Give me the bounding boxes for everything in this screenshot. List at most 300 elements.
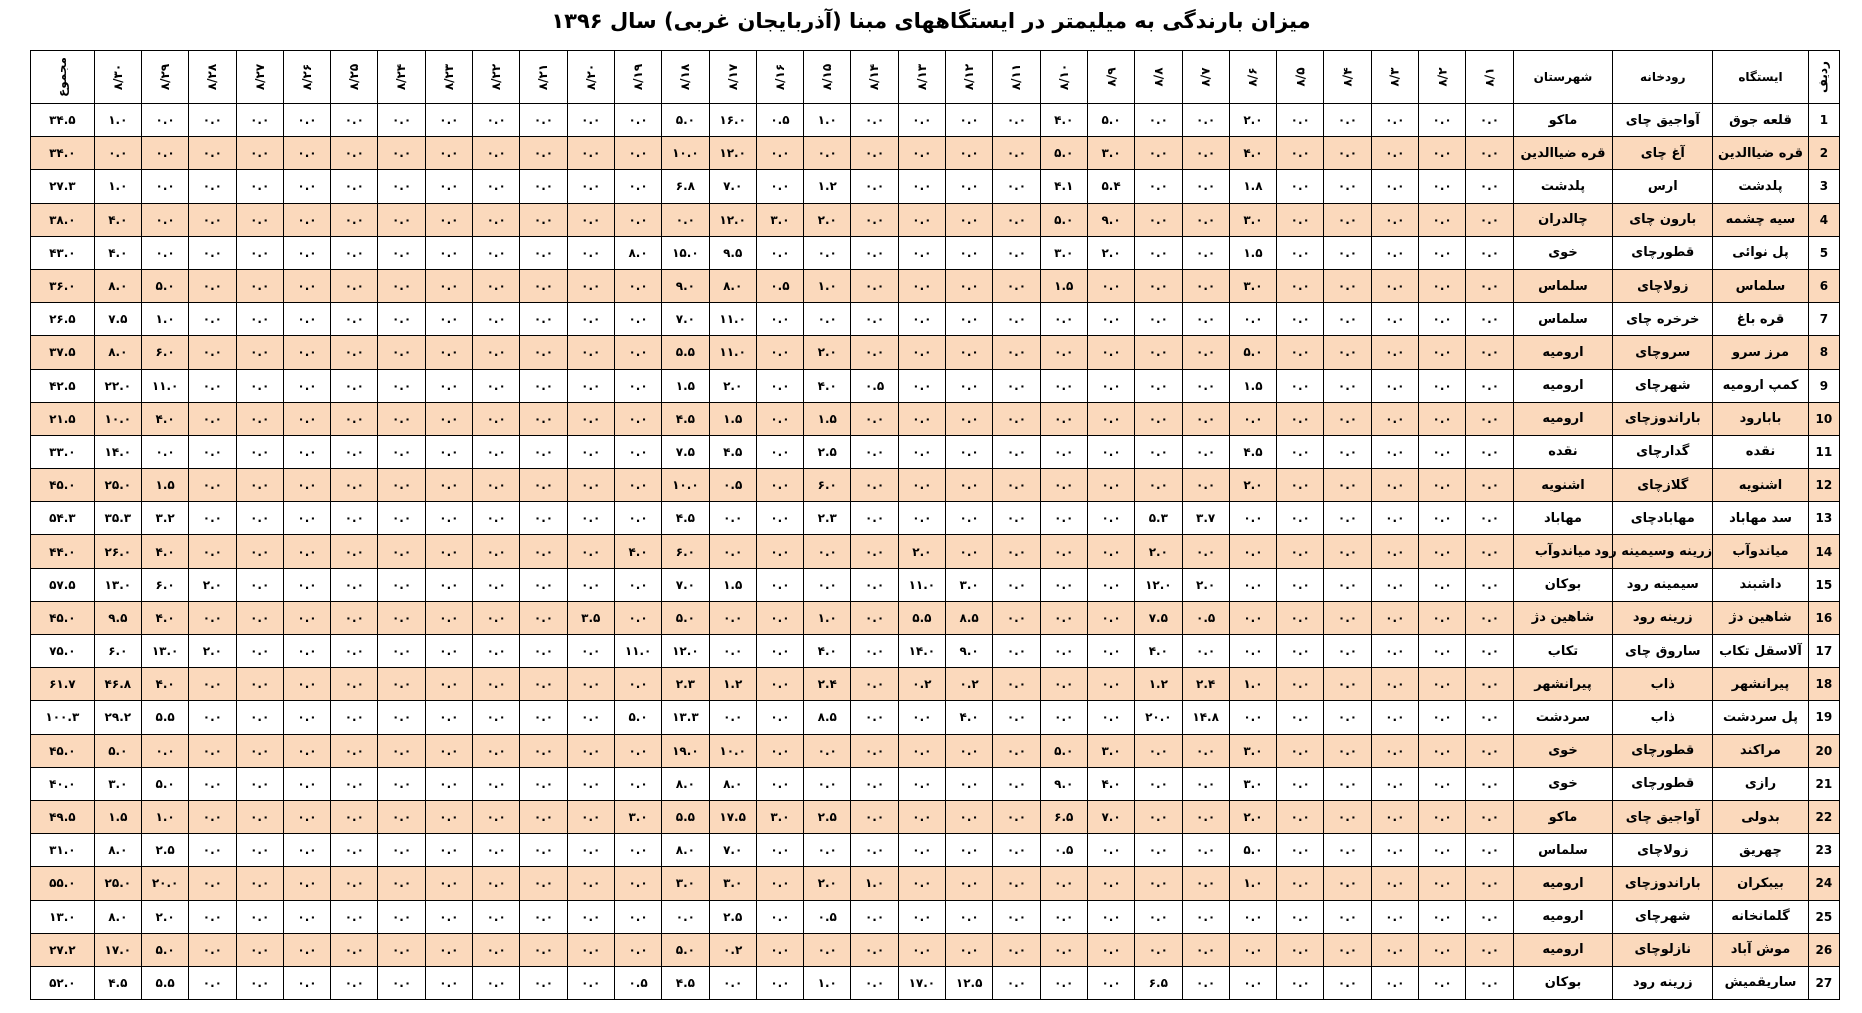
rainfall-value: ۰.۰ (1418, 502, 1465, 535)
rainfall-value: ۰.۰ (1324, 303, 1371, 336)
rainfall-value: ۱۲.۰ (709, 203, 756, 236)
rainfall-value: ۰.۰ (1277, 469, 1324, 502)
rainfall-value: ۰.۰ (283, 369, 330, 402)
rainfall-value: ۰.۰ (1087, 635, 1134, 668)
rainfall-value: ۰.۰ (756, 834, 803, 867)
rainfall-value: ۷.۰ (709, 834, 756, 867)
river-name: قطورچای (1613, 734, 1713, 767)
row-total: ۶۱.۷ (31, 668, 95, 701)
rainfall-value: ۰.۰ (1371, 734, 1418, 767)
table-row (31, 269, 1840, 302)
rainfall-value: ۰.۰ (898, 867, 945, 900)
rainfall-value: ۰.۰ (1324, 203, 1371, 236)
rainfall-value: ۰.۰ (1418, 170, 1465, 203)
rainfall-value: ۰.۰ (567, 269, 614, 302)
rainfall-value: ۰.۰ (946, 203, 993, 236)
rainfall-value: ۰.۰ (331, 203, 378, 236)
rainfall-value: ۰.۰ (236, 635, 283, 668)
rainfall-value: ۰.۰ (1371, 900, 1418, 933)
rainfall-value: ۱۰.۰ (94, 402, 141, 435)
rainfall-value: ۵.۰ (141, 269, 188, 302)
rainfall-value: ۶.۸ (662, 170, 709, 203)
rainfall-value: ۰.۰ (425, 933, 472, 966)
rainfall-value: ۱.۵ (1040, 269, 1087, 302)
rainfall-value: ۰.۰ (331, 800, 378, 833)
rainfall-value: ۰.۰ (946, 933, 993, 966)
rainfall-value: ۰.۰ (1182, 734, 1229, 767)
row-total: ۲۱.۵ (31, 402, 95, 435)
rainfall-value: ۰.۰ (1135, 104, 1182, 137)
rainfall-value: ۰.۰ (1135, 800, 1182, 833)
rainfall-value: ۱.۰ (1229, 867, 1276, 900)
header-day: ۸/۶ (1229, 51, 1276, 104)
rainfall-value: ۰.۰ (378, 800, 425, 833)
rainfall-value: ۰.۰ (236, 701, 283, 734)
rainfall-value: ۰.۰ (1371, 535, 1418, 568)
rainfall-value: ۰.۰ (1277, 137, 1324, 170)
rainfall-value: ۲.۰ (189, 635, 236, 668)
rainfall-value: ۰.۰ (1040, 469, 1087, 502)
rainfall-value: ۳.۰ (1087, 137, 1134, 170)
rainfall-value: ۰.۰ (283, 767, 330, 800)
rainfall-value: ۰.۰ (1087, 900, 1134, 933)
table-row (31, 734, 1840, 767)
rainfall-value: ۸.۰ (94, 900, 141, 933)
rainfall-value: ۰.۰ (567, 203, 614, 236)
row-total: ۴۵.۰ (31, 469, 95, 502)
rainfall-value: ۳.۰ (1229, 203, 1276, 236)
rainfall-value: ۰.۰ (473, 469, 520, 502)
station-name: ساریقمیش (1713, 966, 1809, 999)
row-index: 8 (1808, 336, 1839, 369)
rainfall-value: ۰.۰ (1040, 568, 1087, 601)
rainfall-value: ۰.۰ (236, 336, 283, 369)
rainfall-value: ۰.۰ (236, 800, 283, 833)
row-index: 27 (1808, 966, 1839, 999)
rainfall-value: ۰.۰ (946, 336, 993, 369)
rainfall-value: ۰.۰ (1135, 734, 1182, 767)
rainfall-value: ۰.۰ (189, 104, 236, 137)
table-body (31, 104, 1840, 1000)
rainfall-value: ۳.۵ (567, 601, 614, 634)
table-row (31, 800, 1840, 833)
rainfall-value: ۰.۰ (473, 336, 520, 369)
rainfall-value: ۴.۰ (1087, 767, 1134, 800)
rainfall-value: ۰.۰ (851, 734, 898, 767)
rainfall-value: ۰.۰ (898, 502, 945, 535)
river-name: خرخره چای (1613, 303, 1713, 336)
rainfall-value: ۰.۰ (189, 435, 236, 468)
rainfall-value: ۰.۰ (236, 867, 283, 900)
rainfall-value: ۱.۵ (141, 469, 188, 502)
header-day: ۸/۲ (1418, 51, 1465, 104)
rainfall-value: ۰.۰ (189, 502, 236, 535)
rainfall-value: ۰.۰ (662, 203, 709, 236)
rainfall-value: ۴.۰ (614, 535, 661, 568)
rainfall-value: ۰.۰ (189, 734, 236, 767)
rainfall-value: ۰.۰ (425, 402, 472, 435)
rainfall-value: ۰.۰ (614, 469, 661, 502)
rainfall-value: ۰.۰ (425, 535, 472, 568)
station-name: سلماس (1713, 269, 1809, 302)
rainfall-value: ۰.۰ (614, 933, 661, 966)
rainfall-value: ۶.۰ (141, 568, 188, 601)
rainfall-value: ۰.۰ (425, 800, 472, 833)
rainfall-value: ۰.۰ (378, 137, 425, 170)
rainfall-value: ۰.۰ (378, 933, 425, 966)
rainfall-value: ۰.۰ (1324, 502, 1371, 535)
rainfall-value: ۰.۰ (946, 767, 993, 800)
rainfall-value: ۰.۰ (756, 933, 803, 966)
rainfall-value: ۰.۰ (1418, 336, 1465, 369)
rainfall-value: ۰.۵ (756, 104, 803, 137)
rainfall-value: ۱.۵ (709, 402, 756, 435)
rainfall-value: ۰.۰ (520, 800, 567, 833)
rainfall-value: ۰.۰ (283, 701, 330, 734)
river-name: ساروق چای (1613, 635, 1713, 668)
station-name: قره باغ (1713, 303, 1809, 336)
rainfall-value: ۳.۰ (1229, 734, 1276, 767)
rainfall-value: ۰.۰ (567, 170, 614, 203)
rainfall-value: ۰.۰ (236, 303, 283, 336)
rainfall-value: ۰.۰ (1466, 236, 1513, 269)
station-name: داشبند (1713, 568, 1809, 601)
rainfall-value: ۰.۰ (331, 668, 378, 701)
table-row (31, 137, 1840, 170)
rainfall-value: ۱.۵ (94, 800, 141, 833)
rainfall-value: ۰.۰ (567, 535, 614, 568)
rainfall-value: ۵.۰ (141, 767, 188, 800)
header-index: ردیف (1808, 51, 1839, 104)
row-total: ۵۵.۰ (31, 867, 95, 900)
rainfall-value: ۰.۰ (378, 236, 425, 269)
rainfall-value: ۰.۰ (1466, 502, 1513, 535)
rainfall-value: ۲.۰ (804, 336, 851, 369)
rainfall-value: ۱.۲ (804, 170, 851, 203)
header-day: ۸/۲۰ (567, 51, 614, 104)
rainfall-value: ۰.۰ (993, 502, 1040, 535)
rainfall-value: ۰.۰ (1087, 469, 1134, 502)
table-row (31, 236, 1840, 269)
rainfall-value: ۰.۰ (804, 933, 851, 966)
rainfall-value: ۰.۰ (1466, 800, 1513, 833)
station-name: شاهین دژ (1713, 601, 1809, 634)
rainfall-value: ۰.۰ (378, 502, 425, 535)
rainfall-value: ۰.۰ (473, 236, 520, 269)
city-name: پلدشت (1513, 170, 1613, 203)
rainfall-value: ۰.۰ (898, 701, 945, 734)
rainfall-value: ۰.۰ (331, 402, 378, 435)
rainfall-value: ۰.۰ (378, 767, 425, 800)
rainfall-value: ۰.۰ (851, 668, 898, 701)
rainfall-value: ۰.۰ (804, 303, 851, 336)
rainfall-value: ۰.۰ (283, 535, 330, 568)
rainfall-value: ۱.۵ (709, 568, 756, 601)
header-day: ۸/۱۸ (662, 51, 709, 104)
rainfall-value: ۱۷.۵ (709, 800, 756, 833)
rainfall-value: ۰.۰ (1418, 800, 1465, 833)
rainfall-value: ۰.۰ (1277, 369, 1324, 402)
rainfall-value: ۰.۰ (236, 236, 283, 269)
rainfall-value: ۰.۰ (614, 303, 661, 336)
row-index: 22 (1808, 800, 1839, 833)
rainfall-value: ۰.۰ (141, 236, 188, 269)
rainfall-value: ۰.۰ (425, 170, 472, 203)
rainfall-value: ۰.۰ (520, 966, 567, 999)
rainfall-value: ۰.۰ (425, 900, 472, 933)
rainfall-value: ۰.۰ (236, 535, 283, 568)
rainfall-value: ۰.۰ (993, 402, 1040, 435)
rainfall-value: ۲۰.۰ (1135, 701, 1182, 734)
rainfall-value: ۴.۵ (709, 435, 756, 468)
rainfall-value: ۰.۰ (141, 734, 188, 767)
table-row (31, 369, 1840, 402)
rainfall-value: ۰.۰ (993, 867, 1040, 900)
rainfall-value: ۲.۵ (709, 900, 756, 933)
rainfall-value: ۰.۰ (283, 834, 330, 867)
river-name: گلازچای (1613, 469, 1713, 502)
rainfall-value: ۰.۰ (236, 203, 283, 236)
rainfall-value: ۰.۰ (567, 369, 614, 402)
rainfall-value: ۱۲.۰ (662, 635, 709, 668)
rainfall-value: ۰.۰ (331, 966, 378, 999)
rainfall-value: ۰.۰ (283, 435, 330, 468)
rainfall-value: ۷.۵ (94, 303, 141, 336)
header-total: مجموع (31, 51, 95, 104)
rainfall-value: ۰.۰ (425, 269, 472, 302)
rainfall-value: ۰.۰ (614, 767, 661, 800)
city-name: قره ضیاالدین (1513, 137, 1613, 170)
rainfall-value: ۴.۰ (1135, 635, 1182, 668)
rainfall-value: ۰.۰ (898, 834, 945, 867)
rainfall-value: ۰.۰ (1277, 336, 1324, 369)
rainfall-value: ۰.۰ (1277, 402, 1324, 435)
rainfall-value: ۰.۰ (1324, 435, 1371, 468)
rainfall-value: ۲۹.۲ (94, 701, 141, 734)
rainfall-value: ۰.۰ (331, 269, 378, 302)
rainfall-value: ۰.۰ (1135, 402, 1182, 435)
rainfall-value: ۰.۰ (1087, 502, 1134, 535)
row-total: ۲۶.۵ (31, 303, 95, 336)
row-index: 19 (1808, 701, 1839, 734)
row-index: 7 (1808, 303, 1839, 336)
rainfall-value: ۰.۰ (993, 336, 1040, 369)
rainfall-value: ۰.۰ (614, 668, 661, 701)
rainfall-value: ۰.۰ (567, 236, 614, 269)
row-total: ۵۷.۵ (31, 568, 95, 601)
rainfall-value: ۸.۵ (804, 701, 851, 734)
rainfall-value: ۰.۰ (1135, 435, 1182, 468)
rainfall-value: ۰.۰ (898, 369, 945, 402)
rainfall-value: ۰.۰ (520, 834, 567, 867)
rainfall-value: ۰.۰ (898, 137, 945, 170)
rainfall-value: ۰.۰ (378, 303, 425, 336)
rainfall-value: ۰.۰ (1466, 601, 1513, 634)
header-day: ۸/۵ (1277, 51, 1324, 104)
table-row (31, 933, 1840, 966)
rainfall-value: ۲.۴ (804, 668, 851, 701)
rainfall-value: ۰.۰ (1277, 933, 1324, 966)
rainfall-value: ۰.۰ (1277, 568, 1324, 601)
rainfall-value: ۰.۰ (1371, 867, 1418, 900)
row-index: 18 (1808, 668, 1839, 701)
rainfall-value: ۰.۰ (756, 469, 803, 502)
rainfall-value: ۰.۰ (1418, 867, 1465, 900)
rainfall-value: ۰.۰ (614, 402, 661, 435)
rainfall-value: ۰.۰ (520, 635, 567, 668)
rainfall-value: ۴.۵ (662, 966, 709, 999)
rainfall-value: ۰.۰ (1182, 867, 1229, 900)
rainfall-value: ۱۴.۸ (1182, 701, 1229, 734)
header-day: ۸/۸ (1135, 51, 1182, 104)
rainfall-value: ۰.۰ (1277, 800, 1324, 833)
rainfall-value: ۸.۰ (662, 834, 709, 867)
row-total: ۷۵.۰ (31, 635, 95, 668)
header-day: ۸/۱۴ (851, 51, 898, 104)
rainfall-value: ۰.۰ (189, 933, 236, 966)
rainfall-value: ۰.۰ (283, 568, 330, 601)
station-name: چهریق (1713, 834, 1809, 867)
rainfall-value: ۰.۰ (1040, 369, 1087, 402)
rainfall-value: ۰.۰ (236, 369, 283, 402)
rainfall-value: ۰.۰ (567, 635, 614, 668)
rainfall-value: ۵.۰ (614, 701, 661, 734)
rainfall-value: ۸.۵ (946, 601, 993, 634)
rainfall-value: ۴.۰ (1229, 137, 1276, 170)
row-total: ۳۱.۰ (31, 834, 95, 867)
city-name: سلماس (1513, 269, 1613, 302)
city-name: ارومیه (1513, 402, 1613, 435)
rainfall-value: ۰.۰ (236, 170, 283, 203)
rainfall-value: ۰.۰ (1418, 402, 1465, 435)
rainfall-value: ۰.۰ (1087, 601, 1134, 634)
rainfall-value: ۵.۰ (141, 933, 188, 966)
rainfall-value: ۰.۰ (1087, 668, 1134, 701)
river-name: ذاب (1613, 701, 1713, 734)
row-index: 1 (1808, 104, 1839, 137)
rainfall-value: ۹.۰ (662, 269, 709, 302)
rainfall-value: ۰.۰ (520, 402, 567, 435)
rainfall-value: ۵.۰ (662, 104, 709, 137)
river-name: آغ چای (1613, 137, 1713, 170)
rainfall-value: ۰.۰ (614, 568, 661, 601)
rainfall-value: ۶.۵ (1040, 800, 1087, 833)
rainfall-value: ۰.۰ (614, 502, 661, 535)
station-name: گلمانخانه (1713, 900, 1809, 933)
rainfall-value: ۰.۰ (756, 966, 803, 999)
rainfall-value: ۵.۰ (662, 933, 709, 966)
rainfall-value: ۰.۰ (473, 933, 520, 966)
rainfall-value: ۰.۰ (378, 369, 425, 402)
rainfall-value: ۰.۰ (1277, 834, 1324, 867)
station-name: پیرانشهر (1713, 668, 1809, 701)
rainfall-value: ۰.۰ (614, 734, 661, 767)
rainfall-value: ۰.۰ (1324, 966, 1371, 999)
rainfall-value: ۱۰.۰ (709, 734, 756, 767)
header-day: ۸/۲۷ (236, 51, 283, 104)
rainfall-value: ۰.۰ (1324, 635, 1371, 668)
rainfall-value: ۰.۰ (1277, 734, 1324, 767)
rainfall-value: ۰.۰ (425, 502, 472, 535)
rainfall-value: ۱.۰ (141, 800, 188, 833)
rainfall-value: ۱۰.۰ (662, 137, 709, 170)
rainfall-value: ۰.۰ (378, 635, 425, 668)
rainfall-value: ۰.۵ (614, 966, 661, 999)
rainfall-value: ۲.۴ (1182, 668, 1229, 701)
rainfall-value: ۰.۰ (1324, 469, 1371, 502)
rainfall-value: ۱۷.۰ (898, 966, 945, 999)
rainfall-value: ۰.۰ (189, 336, 236, 369)
rainfall-value: ۰.۰ (520, 303, 567, 336)
rainfall-value: ۰.۰ (946, 800, 993, 833)
rainfall-value: ۰.۰ (1182, 369, 1229, 402)
rainfall-value: ۰.۰ (946, 170, 993, 203)
rainfall-value: ۰.۰ (1040, 435, 1087, 468)
rainfall-value: ۰.۰ (1466, 834, 1513, 867)
rainfall-value: ۰.۰ (520, 734, 567, 767)
row-total: ۳۷.۵ (31, 336, 95, 369)
rainfall-value: ۰.۰ (1371, 834, 1418, 867)
rainfall-value: ۰.۰ (425, 203, 472, 236)
rainfall-value: ۰.۰ (1324, 568, 1371, 601)
rainfall-value: ۰.۰ (283, 502, 330, 535)
rainfall-value: ۰.۰ (1229, 502, 1276, 535)
rainfall-value: ۰.۰ (993, 303, 1040, 336)
rainfall-value: ۱.۰ (141, 303, 188, 336)
rainfall-value: ۰.۲ (898, 668, 945, 701)
row-total: ۴۰.۰ (31, 767, 95, 800)
rainfall-value: ۰.۰ (1466, 402, 1513, 435)
rainfall-value: ۰.۰ (331, 369, 378, 402)
row-index: 16 (1808, 601, 1839, 634)
rainfall-value: ۰.۰ (1087, 933, 1134, 966)
rainfall-value: ۰.۰ (851, 303, 898, 336)
rainfall-value: ۰.۰ (946, 900, 993, 933)
rainfall-value: ۰.۰ (756, 568, 803, 601)
rainfall-value: ۰.۰ (946, 369, 993, 402)
rainfall-value: ۰.۰ (898, 336, 945, 369)
rainfall-value: ۰.۰ (473, 435, 520, 468)
row-index: 21 (1808, 767, 1839, 800)
rainfall-value: ۰.۰ (851, 834, 898, 867)
rainfall-value: ۰.۰ (473, 867, 520, 900)
rainfall-value: ۰.۰ (1277, 701, 1324, 734)
city-name: شاهین دژ (1513, 601, 1613, 634)
rainfall-value: ۰.۰ (993, 933, 1040, 966)
rainfall-value: ۰.۰ (851, 767, 898, 800)
rainfall-value: ۰.۰ (851, 336, 898, 369)
row-total: ۴۴.۰ (31, 535, 95, 568)
rainfall-value: ۰.۰ (1087, 336, 1134, 369)
rainfall-value: ۰.۰ (1466, 668, 1513, 701)
rainfall-value: ۰.۰ (1371, 933, 1418, 966)
rainfall-value: ۰.۰ (898, 104, 945, 137)
row-index: 15 (1808, 568, 1839, 601)
rainfall-value: ۰.۰ (1418, 269, 1465, 302)
rainfall-value: ۰.۰ (1324, 269, 1371, 302)
rainfall-value: ۰.۰ (1371, 966, 1418, 999)
rainfall-value: ۰.۰ (189, 236, 236, 269)
rainfall-value: ۰.۰ (1182, 535, 1229, 568)
rainfall-value: ۰.۰ (520, 867, 567, 900)
rainfall-value: ۰.۰ (141, 104, 188, 137)
rainfall-value: ۰.۰ (756, 668, 803, 701)
rainfall-value: ۰.۰ (993, 800, 1040, 833)
table-row (31, 104, 1840, 137)
rainfall-value: ۰.۲ (709, 933, 756, 966)
rainfall-value: ۰.۰ (236, 834, 283, 867)
rainfall-value: ۰.۰ (1277, 635, 1324, 668)
